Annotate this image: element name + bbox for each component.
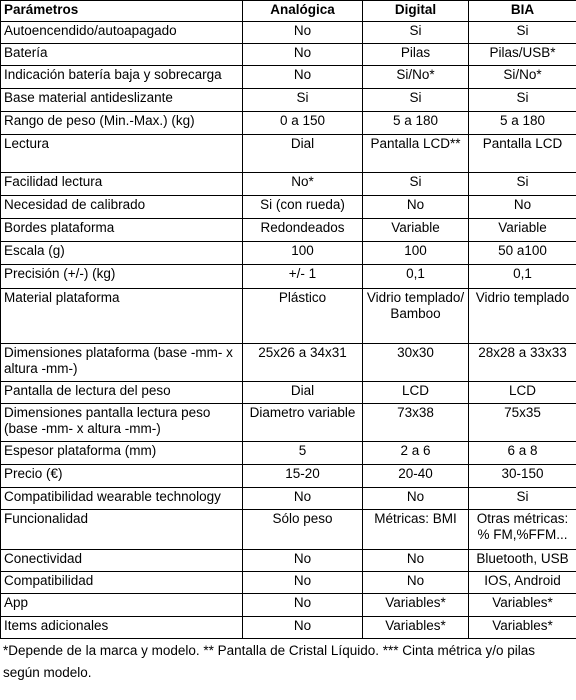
- bia-cell: Otras métricas: % FM,%FFM...: [469, 510, 576, 550]
- analogica-cell: Sólo peso: [243, 510, 363, 550]
- table-row: [1, 510, 576, 550]
- param-cell: Batería: [1, 44, 243, 66]
- table-row: [1, 44, 576, 66]
- digital-cell: 73x38: [363, 404, 469, 442]
- header-analogica: Analógica: [243, 1, 363, 22]
- table-row: [1, 289, 576, 344]
- param-cell: Rango de peso (Min.-Max.) (kg): [1, 112, 243, 135]
- digital-cell: 20-40: [363, 465, 469, 488]
- digital-cell: 100: [363, 242, 469, 265]
- digital-cell: 0,1: [363, 265, 469, 289]
- table-row: [1, 465, 576, 488]
- analogica-cell: 0 a 150: [243, 112, 363, 135]
- bia-cell: No: [469, 196, 576, 219]
- analogica-cell: No*: [243, 173, 363, 196]
- bia-cell: Bluetooth, USB: [469, 550, 576, 572]
- digital-cell: No: [363, 572, 469, 594]
- bia-cell: Variable: [469, 219, 576, 242]
- digital-cell: No: [363, 488, 469, 510]
- analogica-cell: Si: [243, 89, 363, 112]
- digital-cell: Si/No*: [363, 66, 469, 89]
- digital-cell: Variables*: [363, 594, 469, 617]
- param-cell: Precio (€): [1, 465, 243, 488]
- param-cell: Facilidad lectura: [1, 173, 243, 196]
- analogica-cell: Dial: [243, 382, 363, 404]
- header-bia: BIA: [469, 1, 576, 22]
- param-cell: Conectividad: [1, 550, 243, 572]
- bia-cell: Si: [469, 173, 576, 196]
- bia-cell: 6 a 8: [469, 442, 576, 465]
- analogica-cell: 100: [243, 242, 363, 265]
- param-cell: Autoencendido/autoapagado: [1, 22, 243, 44]
- table-row: [1, 196, 576, 219]
- analogica-cell: No: [243, 550, 363, 572]
- table-row: [1, 404, 576, 442]
- header-parametros: Parámetros: [1, 1, 243, 22]
- digital-cell: No: [363, 196, 469, 219]
- param-cell: App: [1, 594, 243, 617]
- bia-cell: 30-150: [469, 465, 576, 488]
- analogica-cell: Plástico: [243, 289, 363, 344]
- analogica-cell: Dial: [243, 135, 363, 173]
- table-row: [1, 594, 576, 617]
- param-cell: Escala (g): [1, 242, 243, 265]
- digital-cell: 2 a 6: [363, 442, 469, 465]
- param-cell: Dimensiones pantalla lectura peso (base -mm- x altura -mm-): [1, 404, 243, 442]
- analogica-cell: No: [243, 44, 363, 66]
- analogica-cell: No: [243, 572, 363, 594]
- table-row: [1, 442, 576, 465]
- table-row: [1, 22, 576, 44]
- analogica-cell: 25x26 a 34x31: [243, 344, 363, 382]
- bia-cell: Si: [469, 22, 576, 44]
- analogica-cell: Redondeados: [243, 219, 363, 242]
- bia-cell: 75x35: [469, 404, 576, 442]
- table-row: [1, 219, 576, 242]
- digital-cell: Si: [363, 22, 469, 44]
- param-cell: Material plataforma: [1, 289, 243, 344]
- digital-cell: Métricas: BMI: [363, 510, 469, 550]
- analogica-cell: 15-20: [243, 465, 363, 488]
- digital-cell: Pantalla LCD**: [363, 135, 469, 173]
- bia-cell: IOS, Android: [469, 572, 576, 594]
- bia-cell: LCD: [469, 382, 576, 404]
- param-cell: Dimensiones plataforma (base -mm- x altura -mm-): [1, 344, 243, 382]
- table-row: [1, 89, 576, 112]
- table-row: [1, 112, 576, 135]
- analogica-cell: No: [243, 66, 363, 89]
- analogica-cell: Diametro variable: [243, 404, 363, 442]
- footnote: *Depende de la marca y modelo. ** Pantalla de Cristal Líquido. *** Cinta métrica y/o pilas según modelo.: [3, 643, 536, 680]
- param-cell: Precisión (+/-) (kg): [1, 265, 243, 289]
- param-cell: Compatibilidad wearable technology: [1, 488, 243, 510]
- table-row: [1, 242, 576, 265]
- param-cell: Funcionalidad: [1, 510, 243, 550]
- analogica-cell: No: [243, 22, 363, 44]
- digital-cell: Variable: [363, 219, 469, 242]
- digital-cell: Vidrio templado/ Bamboo: [363, 289, 469, 344]
- table-row: [1, 344, 576, 382]
- param-cell: Items adicionales: [1, 617, 243, 639]
- digital-cell: Si: [363, 173, 469, 196]
- digital-cell: No: [363, 550, 469, 572]
- param-cell: Espesor plataforma (mm): [1, 442, 243, 465]
- analogica-cell: 5: [243, 442, 363, 465]
- digital-cell: 5 a 180: [363, 112, 469, 135]
- table-row: [1, 135, 576, 173]
- bia-cell: 5 a 180: [469, 112, 576, 135]
- table-row: [1, 572, 576, 594]
- bia-cell: 0,1: [469, 265, 576, 289]
- analogica-cell: +/- 1: [243, 265, 363, 289]
- digital-cell: Si: [363, 89, 469, 112]
- table-row: [1, 265, 576, 289]
- param-cell: Bordes plataforma: [1, 219, 243, 242]
- bia-cell: 28x28 a 33x33: [469, 344, 576, 382]
- table-row: [1, 66, 576, 89]
- bia-cell: Si: [469, 89, 576, 112]
- bia-cell: 50 a100: [469, 242, 576, 265]
- bia-cell: Variables*: [469, 594, 576, 617]
- bia-cell: Si: [469, 488, 576, 510]
- param-cell: Indicación batería baja y sobrecarga: [1, 66, 243, 89]
- digital-cell: Variables*: [363, 617, 469, 639]
- analogica-cell: No: [243, 488, 363, 510]
- param-cell: Base material antideslizante: [1, 89, 243, 112]
- table-header-row: [1, 1, 576, 22]
- bia-cell: Pantalla LCD: [469, 135, 576, 173]
- table-row: [1, 550, 576, 572]
- param-cell: Necesidad de calibrado: [1, 196, 243, 219]
- param-cell: Compatibilidad: [1, 572, 243, 594]
- analogica-cell: No: [243, 617, 363, 639]
- bia-cell: Pilas/USB*: [469, 44, 576, 66]
- table-row: [1, 617, 576, 639]
- bia-cell: Vidrio templado: [469, 289, 576, 344]
- table-row: [1, 488, 576, 510]
- table-row: [1, 382, 576, 404]
- bia-cell: Variables*: [469, 617, 576, 639]
- param-cell: Lectura: [1, 135, 243, 173]
- analogica-cell: Si (con rueda): [243, 196, 363, 219]
- digital-cell: 30x30: [363, 344, 469, 382]
- analogica-cell: No: [243, 594, 363, 617]
- digital-cell: LCD: [363, 382, 469, 404]
- param-cell: Pantalla de lectura del peso: [1, 382, 243, 404]
- bia-cell: Si/No*: [469, 66, 576, 89]
- digital-cell: Pilas: [363, 44, 469, 66]
- table-row: [1, 173, 576, 196]
- header-digital: Digital: [363, 1, 469, 22]
